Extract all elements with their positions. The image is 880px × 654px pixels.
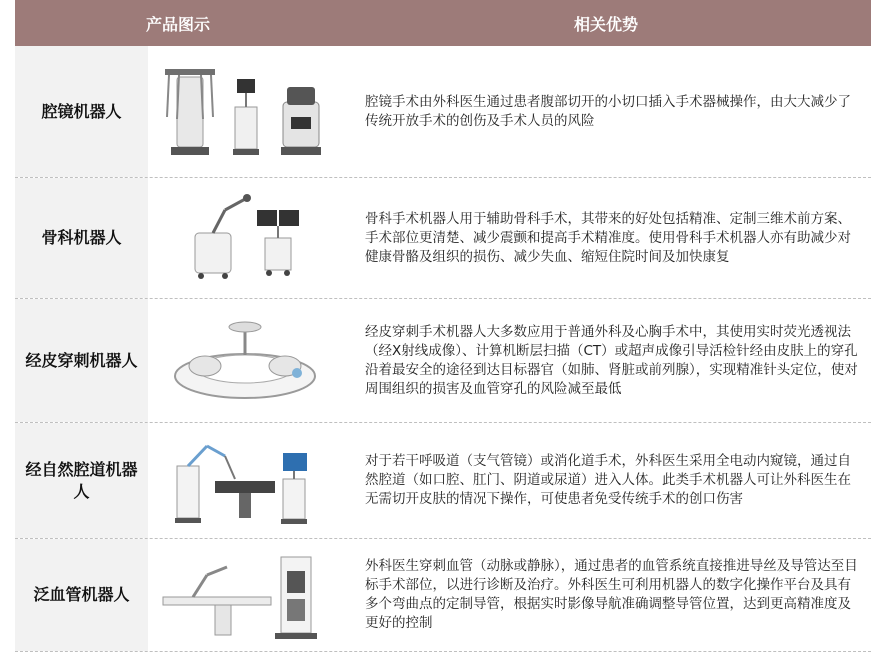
vascular-robot-image <box>148 539 341 651</box>
laparoscopic-robot-image <box>148 46 341 177</box>
header-advantages: 相关优势 <box>573 14 638 34</box>
robot-comparison-table <box>15 0 871 652</box>
table-row <box>15 299 871 423</box>
table-row <box>15 539 871 652</box>
robot-description: 外科医生穿刺血管（动脉或静脉），通过患者的血管系统直接推进导丝及导管达至目标手术部位，以进行诊断及治疗。外科医生可利用机器人的数字化操作平台及具有多个弯曲点的定制导管，根据实时影像导航准确调整导管位置，达到更高精准度及更好的控制 <box>365 558 858 631</box>
table-row <box>15 46 871 178</box>
robot-name: 经皮穿刺机器人 <box>15 299 148 422</box>
percutaneous-robot-image <box>148 299 341 422</box>
table-header <box>15 0 871 46</box>
robot-description: 腔镜手术由外科医生通过患者腹部切开的小切口插入手术器械操作，由大大减少了传统开放手术的创伤及手术人员的风险 <box>365 93 851 129</box>
robot-description: 骨科手术机器人用于辅助骨科手术，其带来的好处包括精准、定制三维术前方案、手术部位更清楚、减少震颤和提高手术精准度。使用骨科手术机器人亦有助减少对健康骨骼及组织的损伤、减少失血、缩短住院时间及加快康复 <box>365 210 851 265</box>
robot-name: 骨科机器人 <box>15 178 148 298</box>
orthopedic-robot-image <box>148 178 341 298</box>
robot-description: 对于若干呼吸道（支气管镜）或消化道手术，外科医生采用全电动内窥镜，通过自然腔道（如口腔、肛门、阴道或尿道）进入人体。此类手术机器人可让外科医生在无需切开皮肤的情况下操作，可使患者免受传统手术的创口伤害 <box>365 453 851 507</box>
robot-name: 腔镜机器人 <box>15 46 148 177</box>
table-row <box>15 178 871 299</box>
header-product-image: 产品图示 <box>145 14 210 34</box>
natural-orifice-robot-image <box>148 423 341 538</box>
robot-name: 经自然腔道机器人 <box>15 423 148 538</box>
table-row <box>15 423 871 539</box>
robot-description: 经皮穿刺手术机器人大多数应用于普通外科及心胸手术中，其使用实时荧光透视法（经X射线成像）、计算机断层扫描（CT）或超声成像引导活检针经由皮肤上的穿孔沿着最安全的途径到达目标器官（如肺、肾脏或前列腺），实现精准针头定位，使对周围组织的损害及血管穿孔的风险减至最低 <box>365 323 858 397</box>
robot-name: 泛血管机器人 <box>15 539 148 651</box>
